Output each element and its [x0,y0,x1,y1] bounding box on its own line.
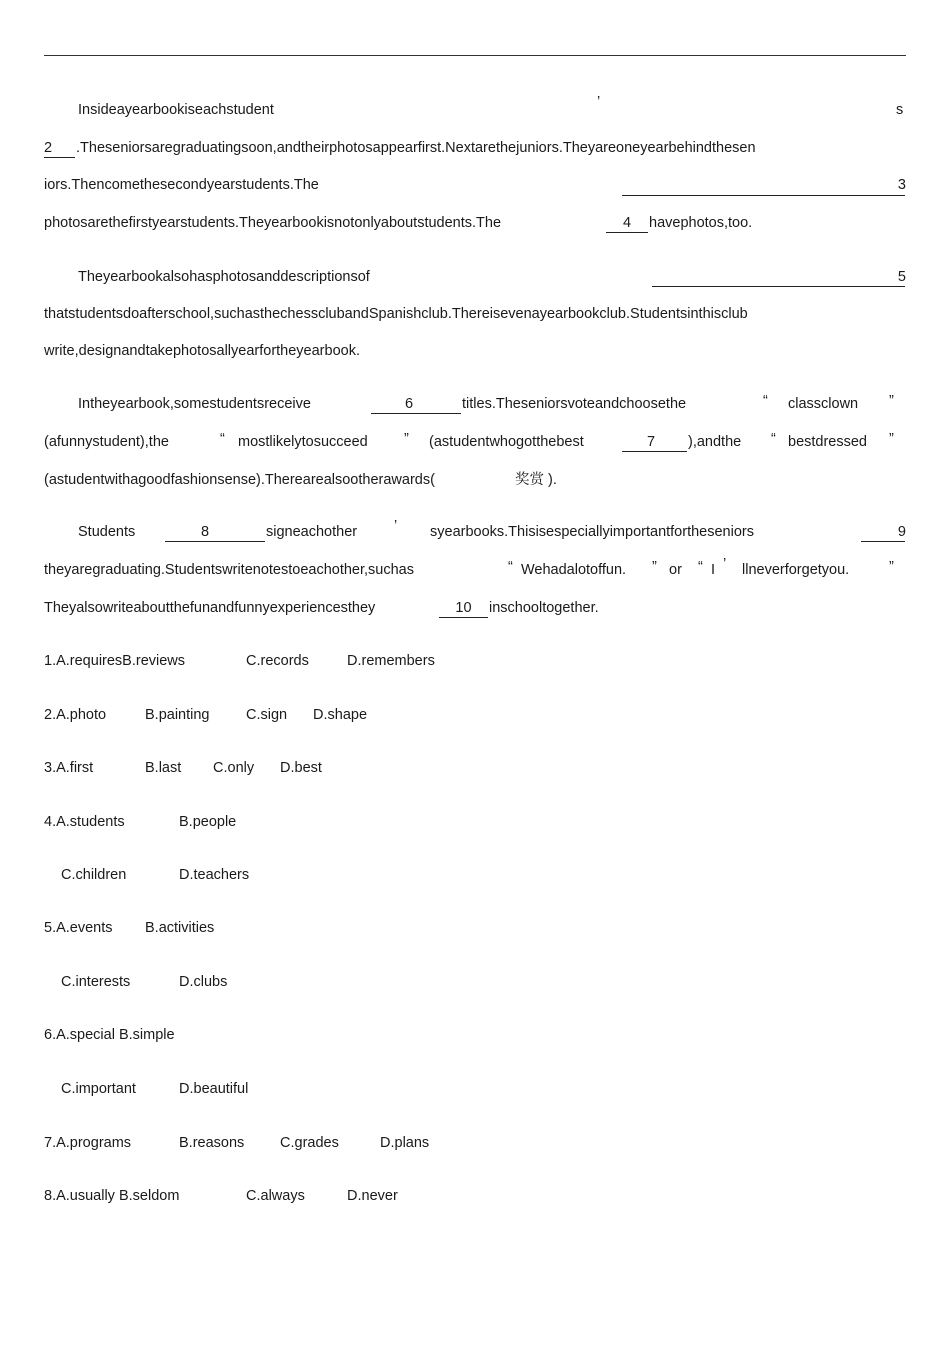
quote-never-forget: llneverforgetyou. [742,562,850,578]
q4-option-a: 4.A.students [44,814,125,830]
p3-line-2-mid: (astudentwhogotthebest [429,434,584,450]
left-quote: “ [771,431,776,447]
header-rule [44,55,906,56]
p4-line-1-mid: signeachother [266,524,358,540]
blank-3 [622,195,905,196]
blank-number-5: 5 [897,269,906,285]
blank-5 [652,286,905,287]
p3-line-3: (astudentwithagoodfashionsense).Therearealsootherawards( [44,472,435,488]
q3-option-a: 3.A.first [44,760,94,776]
p4-line-1-rest: syearbooks.Thisisespeciallyimportantfortheseniors [430,524,754,540]
q8-option-c: C.always [246,1188,305,1204]
p2-line-3: write,designandtakephotosallyearfortheyearbook. [44,343,360,359]
right-quote: ” [404,431,409,447]
blank-number-7: 7 [646,434,656,450]
p4-line-1: Students [78,524,136,540]
p4-line-2: theyaregraduating.Studentswritenotestoeachother,suchas [44,562,414,578]
q6-option-d: D.beautiful [179,1081,249,1097]
blank-number-9: 9 [897,524,906,540]
q5-option-b: B.activities [145,920,215,936]
right-quote: ” [889,431,894,447]
p1-line-3: iors.Thencomethesecondyearstudents.The [44,177,319,193]
left-quote: “ [508,559,513,575]
q7-option-d: D.plans [380,1135,430,1151]
q1-option-d: D.remembers [347,653,435,669]
q6-options-ab: 6.A.special B.simple [44,1027,175,1043]
q7-option-c: C.grades [280,1135,339,1151]
apostrophe: ’ [723,556,727,572]
blank-number-2: 2 [44,140,53,156]
p4-line-3-end: inschooltogether. [489,600,599,616]
q7-option-a: 7.A.programs [44,1135,132,1151]
p2-line-2: thatstudentsdoafterschool,suchasthechessclubandSpanishclub.Thereisevenayearbookclub.Studentsinthisclub [44,306,748,322]
q5-option-c: C.interests [61,974,131,990]
q7-option-b: B.reasons [179,1135,245,1151]
p3-line-1: Intheyearbook,somestudentsreceive [78,396,311,412]
right-quote: ” [889,393,894,409]
chinese-gloss: 奖赏 [515,472,544,488]
blank-number-4: 4 [622,215,632,231]
q2-option-b: B.painting [145,707,210,723]
q8-option-d: D.never [347,1188,398,1204]
blank-7 [622,451,687,452]
apostrophe: ’ [597,94,601,110]
left-quote: “ [220,431,225,447]
word-or: or [669,562,682,578]
q3-option-c: C.only [213,760,255,776]
blank-10 [439,617,488,618]
blank-number-10: 10 [455,600,472,616]
blank-4 [606,232,648,233]
blank-9 [861,541,905,542]
p1-line-1: Insideayearbookiseachstudent [78,102,274,118]
p1-line-4: photosarethefirstyearstudents.Theyearbookisnotonlyaboutstudents.The [44,215,502,231]
p3-line-2-and: ),andthe [688,434,742,450]
right-quote: ” [652,559,657,575]
q6-option-c: C.important [61,1081,136,1097]
q2-option-a: 2.A.photo [44,707,107,723]
p4-line-3: Theyalsowriteaboutthefunandfunnyexperiencesthey [44,600,376,616]
quote-had-fun: Wehadalotoffun. [521,562,627,578]
blank-8 [165,541,265,542]
q5-option-d: D.clubs [179,974,228,990]
blank-6 [371,413,461,414]
right-quote: ” [889,559,894,575]
q8-options-ab: 8.A.usually B.seldom [44,1188,180,1204]
blank-number-3: 3 [897,177,906,193]
left-quote: “ [698,559,703,575]
q2-option-c: C.sign [246,707,288,723]
p3-line-2: (afunnystudent),the [44,434,169,450]
p3-line-1-mid: titles.Theseniorsvoteandchoosethe [462,396,687,412]
q4-option-b: B.people [179,814,237,830]
q5-option-a: 5.A.events [44,920,113,936]
p1-line-4-end: havephotos,too. [649,215,753,231]
q1-option-c: C.records [246,653,309,669]
q3-option-b: B.last [145,760,182,776]
quote-i: I [711,562,716,578]
blank-number-8: 8 [200,524,210,540]
p2-line-1: Theyearbookalsohasphotosanddescriptionsof [78,269,370,285]
p1-line-1-end: s [896,102,904,118]
q4-option-d: D.teachers [179,867,250,883]
q4-option-c: C.children [61,867,127,883]
p1-line-2: .Theseniorsaregraduatingsoon,andtheirphotosappearfirst.Nextarethejuniors.Theyareoneyearbehindthesen [76,140,756,156]
blank-2 [44,157,75,158]
q1-options-ab: 1.A.requiresB.reviews [44,653,186,669]
p3-line-3-end: ). [548,472,557,488]
q3-option-d: D.best [280,760,322,776]
award-most-likely: mostlikelytosucceed [238,434,368,450]
award-best-dressed: bestdressed [788,434,867,450]
blank-number-6: 6 [404,396,414,412]
q2-option-d: D.shape [313,707,368,723]
award-class-clown: classclown [788,396,859,412]
left-quote: “ [763,393,768,409]
apostrophe: ’ [394,518,398,534]
